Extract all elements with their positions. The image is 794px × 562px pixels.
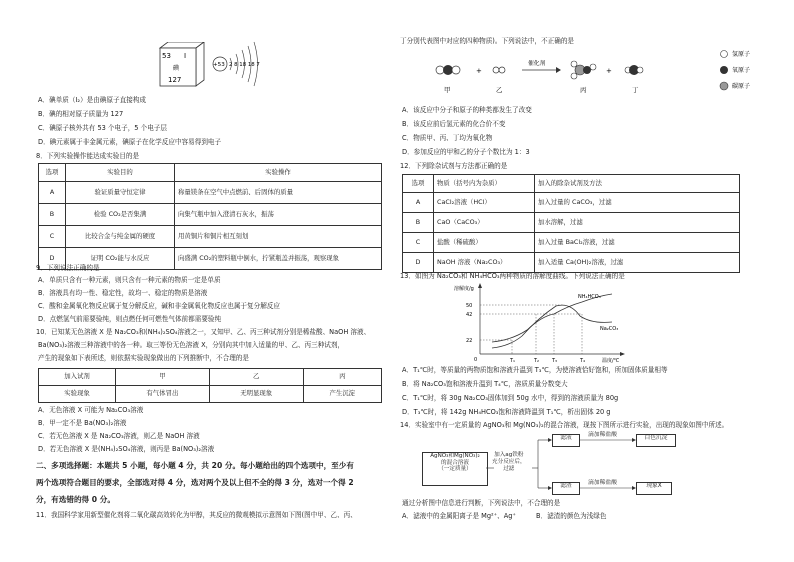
nucleus-charge: +53 xyxy=(213,62,225,68)
q8-header-option: 选项 xyxy=(39,164,66,182)
q10-option-b: B．甲一定不是 Ba(NO₃)₂溶液 xyxy=(38,419,127,427)
svg-text:+: + xyxy=(476,67,482,75)
q10-line-1: 10．已知某无色溶液 X 是 Na₂CO₃和(NH₄)₂SO₄溶液之一，又知甲、乙、丙三种试剂分别是稀盐酸、NaOH 溶液、 xyxy=(36,328,371,336)
q10-header-yi: 乙 xyxy=(209,369,303,386)
chart-origin: 0 xyxy=(474,357,478,363)
q7-option-c: C．碘原子核外共有 53 个电子，5 个电子层 xyxy=(38,124,167,132)
q12-row-a-substance: CaCl₂溶液（HCl） xyxy=(434,193,535,213)
q8-row-d-purpose: 证明 CO₂能与水反应 xyxy=(66,248,175,270)
q8-table xyxy=(38,163,382,270)
q12-header-substance: 物质（括号内为杂质） xyxy=(434,175,535,193)
xtick-t2: T₂ xyxy=(534,358,540,364)
q8-row-c-operation: 用黄铜片和铜片相互刻划 xyxy=(175,226,382,248)
q14-line: 14．实验室中有一定质量的 AgNO₃和 Mg(NO₃)₂的混合溶液，现按下图所示进行实验，出现的现象如图中所述。 xyxy=(400,421,729,429)
q11-catalyst-label: 催化剂 xyxy=(528,61,546,67)
q10-header-bing: 丙 xyxy=(303,369,381,386)
q12-row-a-method: 加入过量的 CaCO₃，过滤 xyxy=(535,193,740,213)
q11-name-bing: 丙 xyxy=(580,86,587,94)
q11-option-d: D．参加反应的甲和乙的分子个数比为 1：3 xyxy=(402,148,530,156)
q10-header-jia: 甲 xyxy=(116,369,210,386)
q13-title: 13．如图为 Na₂CO₃和 NH₄HCO₃两种物质的溶解度曲线。下列说法正确的是 xyxy=(400,272,625,280)
q11-name-jia: 甲 xyxy=(444,86,451,94)
legend-hydrogen: 氢原子 xyxy=(732,51,751,58)
q14-option-b: B．滤渣的颜色为浅绿色 xyxy=(536,512,607,520)
card-symbol: I xyxy=(184,52,187,60)
q8-row-d-option: D xyxy=(39,248,66,270)
q11-atom-legend xyxy=(718,46,784,94)
card-number: 53 xyxy=(162,52,171,60)
q12-row-c-method: 加入过量 BaCl₂溶液，过滤 xyxy=(535,233,740,253)
q11-name-ding: 丁 xyxy=(632,86,639,94)
q10-yi-phenomenon: 无明显现象 xyxy=(209,386,303,403)
q12-row-d-method: 加入适量 Ca(OH)₂溶液，过滤 xyxy=(535,253,740,273)
q10-jia-phenomenon: 有气体冒出 xyxy=(116,386,210,403)
q14-start-line-1: AgNO₃和Mg(NO₃)₂ xyxy=(430,453,480,459)
q12-row-b-substance: CaO（CaCO₃） xyxy=(434,213,535,233)
section2-line-3: 分，有选错的得 0 分。 xyxy=(36,495,115,504)
series-na2co3: Na₂CO₃ xyxy=(600,326,619,332)
xtick-t4: T₄ xyxy=(580,358,586,364)
q10-line-2: Ba(NO₃)₂溶液三种溶液中的各一种。取三等份无色溶液 X，分别向其中加入适量的甲、乙、丙三种试剂， xyxy=(38,341,345,349)
xtick-t3: T₃ xyxy=(552,358,558,364)
q10-bing-phenomenon: 产生沉淀 xyxy=(303,386,381,403)
q14-filtrate-box: 滤液 xyxy=(552,434,580,447)
q11-name-yi: 乙 xyxy=(496,86,503,94)
q14-white-precipitate-box: 白色沉淀 xyxy=(636,434,676,447)
q9-option-a: A．单质只含有一种元素，则只含有一种元素的物质一定是单质 xyxy=(38,276,221,284)
xtick-t1: T₁ xyxy=(510,358,516,364)
q12-row-c-option: C xyxy=(403,233,434,253)
card-name: 碘 xyxy=(173,65,180,72)
q8-row-b-operation: 向集气瓶中加入澄清石灰水，振荡 xyxy=(175,204,382,226)
q11-reaction-diagram xyxy=(430,52,680,94)
q14-step-line-2: 充分反应后， xyxy=(492,458,526,465)
chart-ylabel: 溶解度/g xyxy=(454,286,474,292)
q14-step-line-1: 加入ag铁粉 xyxy=(494,452,524,458)
ytick-22: 22 xyxy=(466,338,473,344)
chart-xlabel: 温度/℃ xyxy=(602,358,620,364)
q10-table xyxy=(38,368,382,403)
left-column xyxy=(24,0,404,562)
q8-row-c-option: C xyxy=(39,226,66,248)
q11-line-1: 11．我国科学家用新型催化剂将二氧化碳高效转化为甲醇，其反应的微观模拟示意图如下图(图中甲、乙、丙、 xyxy=(36,511,357,519)
q8-row-a-option: A xyxy=(39,182,66,204)
q13-option-b: B．将 Na₂CO₃饱和溶液升温到 T₄℃，溶质质量分数变大 xyxy=(402,380,568,388)
electron-shells: 2 8 18 18 7 xyxy=(229,62,260,68)
q7-option-a: A．碘单质（I₂）是由碘原子直接构成 xyxy=(38,96,147,104)
q14-acid-1: 滴加稀盐酸 xyxy=(588,432,617,438)
q9-option-d: D．点燃氢气前需要验纯，则点燃任何可燃性气体前都需要验纯 xyxy=(38,315,222,323)
section2-line-2: 两个选项符合题目的要求，全部选对得 4 分，选对两个及以上但不全的得 3 分，选对一个得 2 xyxy=(36,478,354,487)
q8-header-purpose: 实验目的 xyxy=(66,164,175,182)
q12-title: 12．下列除杂试剂与方法都正确的是 xyxy=(400,162,508,170)
q12-header-method: 加入的除杂试剂及方法 xyxy=(535,175,740,193)
q10-option-c: C．若无色溶液 X 是 Na₂CO₃溶液，则乙是 NaOH 溶液 xyxy=(38,432,200,440)
q11-option-b: B．该反应前后氢元素的化合价不变 xyxy=(402,120,506,128)
q13-option-d: D．T₃℃时，将 142g NH₄HCO₃饱和溶液降温到 T₁℃，析出固体 20 g xyxy=(402,408,611,416)
q8-row-a-operation: 称量镁条在空气中点燃前、后固体的质量 xyxy=(175,182,382,204)
q8-header-operation: 实验操作 xyxy=(175,164,382,182)
q8-row-a-purpose: 验证质量守恒定律 xyxy=(66,182,175,204)
q11-option-a: A．该反应中分子和原子的种类都发生了改变 xyxy=(402,106,532,114)
q10-line-3: 产生的现象如下表所述，则依据实验现象做出的下列推断中，不合理的是 xyxy=(38,354,249,362)
section2-line-1: 二、多项选择题：本题共 5 小题，每小题 4 分，共 20 分。每小题给出的四个选项中，至少有 xyxy=(36,461,354,470)
q14-end: 通过分析图中信息进行判断，下列说法中，不合理的是 xyxy=(402,499,561,507)
card-mass: 127 xyxy=(168,76,182,84)
q12-row-a-option: A xyxy=(403,193,434,213)
q8-row-c-purpose: 比较合金与纯金属的硬度 xyxy=(66,226,175,248)
right-column xyxy=(400,0,794,562)
q14-start-line-2: 的混合溶液 xyxy=(441,459,469,466)
q14-step-line-3: 过滤 xyxy=(503,465,515,472)
q11-line-2: 丁分别代表图中对应的四种物质)。下列说法中，不正确的是 xyxy=(400,37,575,45)
q14-start-box xyxy=(422,452,488,486)
q9-option-b: B．溶液具有均一性、稳定性，故均一、稳定的物质是溶液 xyxy=(38,289,208,297)
q14-start-line-3: （一定质量） xyxy=(438,466,472,473)
q14-acid-2: 滴加稀盐酸 xyxy=(588,480,617,486)
q14-phenomenon-x-box: 现象X xyxy=(636,482,672,495)
q10-row-label: 实验现象 xyxy=(39,386,116,403)
svg-text:+: + xyxy=(606,67,612,75)
legend-oxygen: 氧原子 xyxy=(732,67,751,74)
iodine-atom-structure xyxy=(208,40,280,88)
q10-option-a: A．无色溶液 X 可能为 Na₂CO₃溶液 xyxy=(38,406,144,414)
q12-row-b-method: 加水溶解，过滤 xyxy=(535,213,740,233)
q8-row-b-purpose: 检验 CO₂是否集满 xyxy=(66,204,175,226)
q13-option-a: A．T₁℃时，等质量的两物质饱和溶液升温到 T₃℃，为使溶液恰好饱和，所加固体质量相等 xyxy=(402,366,668,374)
q11-option-c: C．物质甲、丙、丁均为氧化物 xyxy=(402,134,493,142)
q12-row-d-option: D xyxy=(403,253,434,273)
q12-row-d-substance: NaOH 溶液（Na₂CO₃） xyxy=(434,253,535,273)
q13-solubility-chart xyxy=(452,282,642,364)
q12-header-option: 选项 xyxy=(403,175,434,193)
q12-table xyxy=(402,174,740,273)
q12-row-b-option: B xyxy=(403,213,434,233)
q12-row-c-substance: 盐酸（稀硫酸） xyxy=(434,233,535,253)
q8-title: 8．下列实验操作能达成实验目的是 xyxy=(36,152,140,160)
ytick-42: 42 xyxy=(466,312,473,318)
q7-option-d: D．碘元素属于非金属元素，碘原子在化学反应中容易得到电子 xyxy=(38,138,222,146)
q10-option-d: D．若无色溶液 X 是(NH₄)₂SO₄溶液，则丙是 Ba(NO₃)₂溶液 xyxy=(38,445,215,453)
q14-residue-box: 滤渣 xyxy=(552,482,580,495)
q9-option-c: C．酸和金属氧化物反应属于复分解反应，碱和非金属氧化物反应也属于复分解反应 xyxy=(38,302,280,310)
q8-row-d-operation: 向盛满 CO₂的塑料瓶中倒水，拧紧瓶盖并振荡，观察现象 xyxy=(175,248,382,270)
q13-option-c: C．T₁℃时，将 30g Na₂CO₃固体加到 50g 水中，得到的溶液质量为 80g xyxy=(402,394,619,402)
q14-option-a: A．滤液中的金属阳离子是 Mg²⁺、Ag⁺ xyxy=(402,512,516,520)
q8-row-b-option: B xyxy=(39,204,66,226)
ytick-50: 50 xyxy=(466,303,473,309)
series-nh4hco3: NH₄HCO₃ xyxy=(578,294,601,300)
legend-carbon: 碳原子 xyxy=(732,83,751,90)
q7-option-b: B．碘的相对原子质量为 127 xyxy=(38,110,124,118)
q9-title: 9．下列说法正确的是 xyxy=(36,264,100,272)
q10-header-reagent: 加入试剂 xyxy=(39,369,116,386)
